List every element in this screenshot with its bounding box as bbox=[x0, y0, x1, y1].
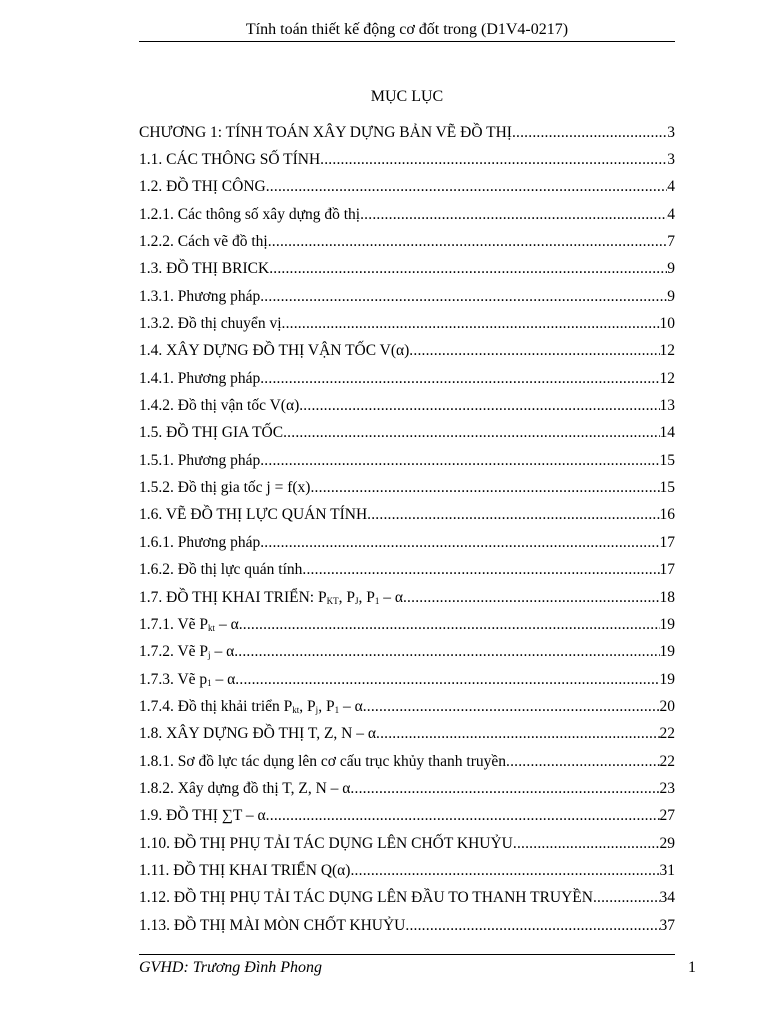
toc-entry[interactable] bbox=[139, 310, 675, 337]
table-of-contents bbox=[139, 119, 675, 939]
toc-title: MỤC LỤC bbox=[370, 88, 444, 105]
toc-leader-dots bbox=[409, 342, 659, 360]
toc-entry-page: 22 bbox=[659, 725, 675, 743]
toc-entry-page: 9 bbox=[667, 260, 675, 278]
toc-leader-dots bbox=[266, 178, 668, 196]
toc-entry-label: 1.7. ĐỒ THỊ KHAI TRIỂN: $P_{KT}$, $P_J$, $P_1$ – α bbox=[139, 588, 403, 606]
toc-leader-dots bbox=[260, 370, 659, 388]
toc-entry-label: 1.7.3. Vẽ $p_1$ – α bbox=[139, 670, 236, 688]
toc-entry[interactable] bbox=[139, 146, 675, 173]
toc-entry-label: 1.4. XÂY DỰNG ĐỒ THỊ VẬN TỐC V(α) bbox=[139, 342, 410, 360]
toc-leader-dots bbox=[268, 233, 668, 251]
toc-entry[interactable] bbox=[139, 256, 675, 283]
toc-entry[interactable] bbox=[139, 447, 675, 474]
toc-leader-dots bbox=[320, 151, 667, 169]
toc-entry[interactable] bbox=[139, 830, 675, 857]
toc-entry-label: 1.1. CÁC THÔNG SỐ TÍNH bbox=[139, 151, 321, 169]
toc-entry-label: 1.7.4. Đồ thị khải triển $P_{kt}$, $P_j$, $P_1$ – α bbox=[139, 697, 363, 715]
toc-entry[interactable] bbox=[139, 474, 675, 501]
toc-entry[interactable] bbox=[139, 365, 675, 392]
toc-entry-page: 29 bbox=[659, 834, 675, 852]
toc-entry[interactable] bbox=[139, 775, 675, 802]
toc-entry-page: 31 bbox=[659, 861, 675, 879]
toc-leader-dots bbox=[282, 315, 660, 333]
document-title: Tính toán thiết kế động cơ đốt trong (D1V4-0217) bbox=[245, 21, 569, 38]
page-header bbox=[139, 20, 675, 42]
toc-entry-label: 1.10. ĐỒ THỊ PHỤ TẢI TÁC DỤNG LÊN CHỐT KHUỶU bbox=[139, 834, 513, 852]
toc-entry[interactable] bbox=[139, 666, 675, 693]
toc-entry-label: 1.2.2. Cách vẽ đồ thị bbox=[139, 233, 268, 251]
toc-entry[interactable] bbox=[139, 557, 675, 584]
toc-leader-dots bbox=[260, 452, 659, 470]
toc-leader-dots bbox=[239, 616, 660, 634]
toc-leader-dots bbox=[283, 424, 659, 442]
toc-entry[interactable] bbox=[139, 228, 675, 255]
toc-leader-dots bbox=[512, 124, 667, 142]
toc-entry-label: 1.3. ĐỒ THỊ BRICK bbox=[139, 260, 270, 278]
toc-entry-label: 1.7.1. Vẽ $P_{kt}$ – α bbox=[139, 615, 239, 633]
toc-entry-page: 4 bbox=[667, 178, 675, 196]
toc-entry-page: 16 bbox=[659, 506, 675, 524]
toc-entry-page: 3 bbox=[667, 123, 675, 141]
toc-entry[interactable] bbox=[139, 693, 675, 720]
toc-entry[interactable] bbox=[139, 338, 675, 365]
toc-entry-label: 1.8.2. Xây dựng đồ thị T, Z, N – α bbox=[139, 779, 351, 797]
toc-leader-dots bbox=[350, 780, 659, 798]
toc-leader-dots bbox=[234, 643, 659, 661]
toc-entry[interactable] bbox=[139, 748, 675, 775]
toc-entry-page: 18 bbox=[659, 588, 675, 606]
toc-entry-page: 19 bbox=[659, 615, 675, 633]
toc-entry-page: 23 bbox=[659, 779, 675, 797]
toc-entry-page: 10 bbox=[659, 315, 675, 333]
toc-entry[interactable] bbox=[139, 392, 675, 419]
toc-leader-dots bbox=[363, 698, 660, 716]
toc-leader-dots bbox=[376, 725, 660, 743]
toc-leader-dots bbox=[235, 671, 659, 689]
toc-entry-label: 1.12. ĐỒ THỊ PHỤ TẢI TÁC DỤNG LÊN ĐẦU TO THANH TRUYỀN bbox=[139, 889, 593, 907]
toc-entry-page: 12 bbox=[659, 369, 675, 387]
toc-entry-page: 17 bbox=[659, 561, 675, 579]
toc-entry-label: 1.2. ĐỒ THỊ CÔNG bbox=[139, 178, 266, 196]
toc-leader-dots bbox=[260, 534, 659, 552]
toc-leader-dots bbox=[367, 506, 659, 524]
toc-entry-page: 3 bbox=[667, 151, 675, 169]
toc-entry-page: 15 bbox=[659, 451, 675, 469]
advisor-name: GVHD: Trương Đình Phong bbox=[139, 959, 323, 976]
toc-entry-page: 19 bbox=[659, 643, 675, 661]
toc-entry-label: 1.7.2. Vẽ $P_j$ – α bbox=[139, 643, 235, 661]
toc-entry-page: 19 bbox=[659, 670, 675, 688]
toc-entry-label: 1.3.1. Phương pháp bbox=[139, 287, 261, 305]
toc-entry[interactable] bbox=[139, 502, 675, 529]
toc-entry-label: 1.3.2. Đồ thị chuyển vị bbox=[139, 315, 282, 333]
toc-entry-page: 34 bbox=[659, 889, 675, 907]
toc-leader-dots bbox=[360, 206, 667, 224]
toc-leader-dots bbox=[506, 753, 660, 771]
toc-entry[interactable] bbox=[139, 283, 675, 310]
toc-entry-label: 1.4.2. Đồ thị vận tốc V(α) bbox=[139, 397, 300, 415]
page-footer bbox=[139, 954, 696, 978]
toc-leader-dots bbox=[266, 807, 660, 825]
toc-entry-label: 1.9. ĐỒ THỊ ∑T – α bbox=[139, 807, 266, 825]
toc-entry-label: 1.13. ĐỒ THỊ MÀI MÒN CHỐT KHUỶU bbox=[139, 916, 406, 934]
toc-entry-label: 1.2.1. Các thông số xây dựng đồ thị bbox=[139, 205, 361, 223]
toc-leader-dots bbox=[513, 835, 660, 853]
toc-entry[interactable] bbox=[139, 584, 675, 611]
toc-entry[interactable] bbox=[139, 912, 675, 939]
toc-entry-label: 1.8.1. Sơ đồ lực tác dụng lên cơ cấu trục khủy thanh truyền bbox=[139, 752, 506, 770]
toc-entry-page: 4 bbox=[667, 205, 675, 223]
toc-entry[interactable] bbox=[139, 721, 675, 748]
toc-entry-page: 20 bbox=[659, 697, 675, 715]
toc-entry-page: 22 bbox=[659, 752, 675, 770]
toc-entry-label: 1.5. ĐỒ THỊ GIA TỐC bbox=[139, 424, 284, 442]
toc-entry[interactable] bbox=[139, 885, 675, 912]
toc-entry[interactable] bbox=[139, 803, 675, 830]
toc-entry-label: 1.11. ĐỒ THỊ KHAI TRIỂN Q(α) bbox=[139, 861, 351, 879]
toc-entry-label: 1.6.2. Đồ thị lực quán tính bbox=[139, 561, 303, 579]
toc-entry-label: 1.6.1. Phương pháp bbox=[139, 533, 261, 551]
toc-entry-label: 1.5.2. Đồ thị gia tốc j = f(x) bbox=[139, 479, 311, 497]
toc-leader-dots bbox=[269, 260, 667, 278]
toc-entry-label: 1.6. VẼ ĐỒ THỊ LỰC QUÁN TÍNH bbox=[139, 506, 368, 524]
toc-entry[interactable] bbox=[139, 611, 675, 638]
toc-leader-dots bbox=[403, 589, 660, 607]
toc-entry-label: 1.8. XÂY DỰNG ĐỒ THỊ T, Z, N – α bbox=[139, 725, 376, 743]
toc-leader-dots bbox=[260, 288, 667, 306]
toc-entry-page: 27 bbox=[659, 807, 675, 825]
toc-entry-page: 15 bbox=[659, 479, 675, 497]
toc-entry-label: CHƯƠNG 1: TÍNH TOÁN XÂY DỰNG BẢN VẼ ĐỒ THỊ bbox=[139, 123, 512, 141]
toc-entry-label: 1.4.1. Phương pháp bbox=[139, 369, 261, 387]
toc-leader-dots bbox=[593, 889, 660, 907]
toc-entry-page: 12 bbox=[659, 342, 675, 360]
toc-entry[interactable] bbox=[139, 119, 675, 146]
toc-entry[interactable] bbox=[139, 529, 675, 556]
toc-entry[interactable] bbox=[139, 639, 675, 666]
page-number: 1 bbox=[688, 959, 696, 976]
toc-leader-dots bbox=[302, 561, 659, 579]
toc-entry[interactable] bbox=[139, 174, 675, 201]
toc-entry-page: 17 bbox=[659, 533, 675, 551]
toc-entry-page: 14 bbox=[659, 424, 675, 442]
toc-leader-dots bbox=[350, 862, 659, 880]
toc-entry-page: 13 bbox=[659, 397, 675, 415]
toc-entry-label: 1.5.1. Phương pháp bbox=[139, 451, 261, 469]
toc-entry-page: 9 bbox=[667, 287, 675, 305]
toc-entry[interactable] bbox=[139, 857, 675, 884]
toc-entry[interactable] bbox=[139, 420, 675, 447]
toc-entry[interactable] bbox=[139, 201, 675, 228]
toc-leader-dots bbox=[405, 917, 659, 935]
toc-leader-dots bbox=[299, 397, 659, 415]
toc-entry-page: 37 bbox=[659, 916, 675, 934]
toc-leader-dots bbox=[310, 479, 659, 497]
toc-entry-page: 7 bbox=[667, 233, 675, 251]
